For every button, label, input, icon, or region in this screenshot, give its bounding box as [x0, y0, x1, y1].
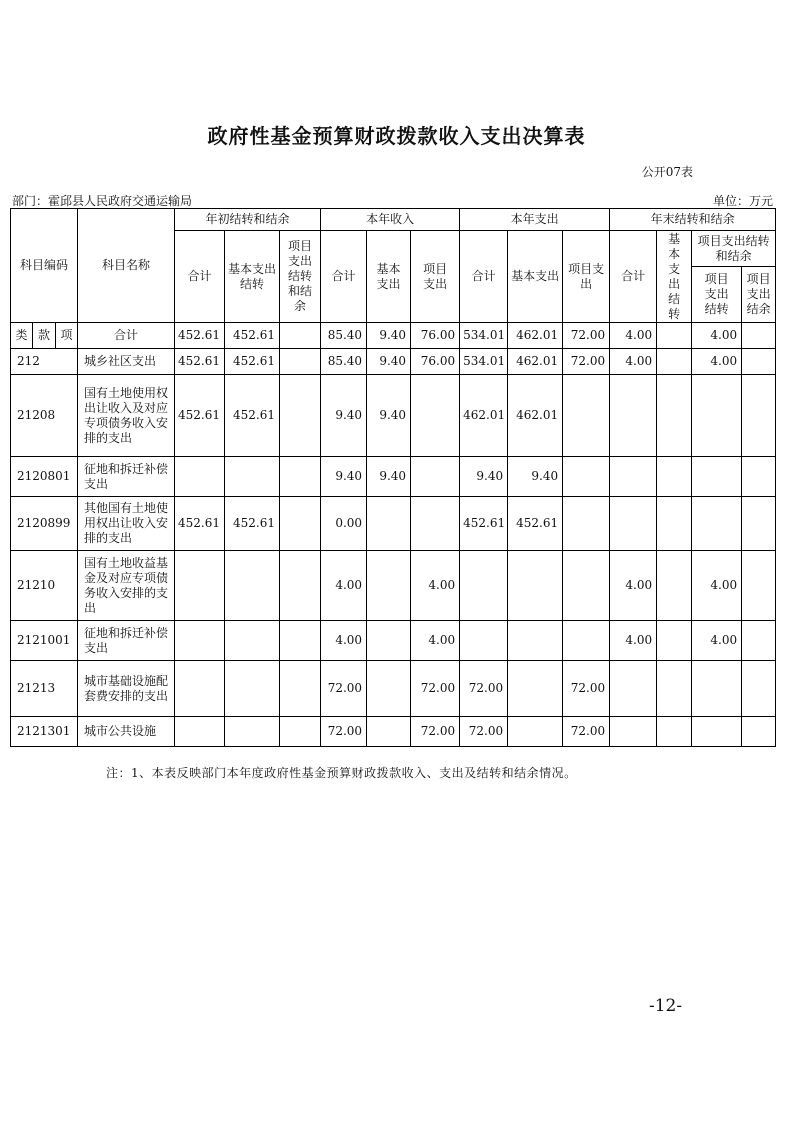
header-end-project-balance — [742, 267, 776, 323]
row-cell: 9.40 — [321, 457, 367, 497]
row-name: 城市公共设施 — [78, 717, 175, 747]
row-cell — [280, 497, 321, 551]
row-name: 城乡社区支出 — [78, 349, 175, 375]
row-code: 2121001 — [11, 621, 78, 661]
row-cell — [280, 349, 321, 375]
row-cell — [657, 551, 692, 621]
row-cell — [610, 661, 657, 717]
header-income-project — [411, 231, 460, 323]
row-code: 2120899 — [11, 497, 78, 551]
row-cell: 0.00 — [321, 497, 367, 551]
row-cell: 9.40 — [367, 349, 411, 375]
row-cell: 452.61 — [225, 375, 280, 457]
unit-label: 单位：万元 — [712, 194, 773, 208]
row-cell — [563, 497, 610, 551]
row-cell — [367, 551, 411, 621]
row-cell: 72.00 — [563, 717, 610, 747]
row-cell: 9.40 — [508, 457, 563, 497]
row-cell: 452.61 — [175, 349, 225, 375]
row-code: 21213 — [11, 661, 78, 717]
row-cell — [657, 661, 692, 717]
row-cell: 9.40 — [367, 457, 411, 497]
table-row — [11, 497, 776, 551]
row-cell: 72.00 — [411, 717, 460, 747]
header-xiang: 项 — [56, 323, 78, 349]
row-cell — [742, 661, 776, 717]
row-cell — [508, 551, 563, 621]
row-cell — [610, 375, 657, 457]
row-cell: 534.01 — [460, 349, 508, 375]
row-cell: 72.00 — [563, 349, 610, 375]
row-cell — [742, 349, 776, 375]
header-project-carry-text: 项目支出结转和结余 — [288, 239, 313, 313]
row-cell — [175, 551, 225, 621]
page-number: -12- — [649, 996, 683, 1016]
budget-table — [10, 208, 776, 747]
totals-cell: 85.40 — [321, 323, 367, 349]
header-end-total: 合计 — [610, 231, 657, 323]
table-row — [11, 717, 776, 747]
row-cell — [610, 457, 657, 497]
table-row — [11, 349, 776, 375]
row-cell — [610, 497, 657, 551]
row-cell — [692, 717, 742, 747]
totals-cell: 534.01 — [460, 323, 508, 349]
row-cell — [411, 375, 460, 457]
row-cell — [742, 457, 776, 497]
row-cell — [280, 457, 321, 497]
table-row — [11, 661, 776, 717]
header-end-project-balance-text: 项目支出结余 — [746, 272, 771, 316]
table-row — [11, 551, 776, 621]
row-code: 2121301 — [11, 717, 78, 747]
row-cell: 4.00 — [411, 621, 460, 661]
row-cell — [460, 621, 508, 661]
row-cell — [508, 661, 563, 717]
row-cell — [742, 551, 776, 621]
header-group-begin: 年初结转和结余 — [175, 209, 321, 231]
table-row — [11, 375, 776, 457]
row-cell — [692, 375, 742, 457]
row-cell — [367, 661, 411, 717]
row-cell — [657, 349, 692, 375]
row-name: 城市基础设施配套费安排的支出 — [78, 661, 175, 717]
row-code: 21208 — [11, 375, 78, 457]
row-cell — [225, 457, 280, 497]
row-cell — [657, 717, 692, 747]
row-cell: 72.00 — [460, 717, 508, 747]
row-cell — [692, 497, 742, 551]
totals-cell: 76.00 — [411, 323, 460, 349]
row-cell: 72.00 — [321, 717, 367, 747]
row-cell — [280, 717, 321, 747]
header-name: 科目名称 — [78, 209, 175, 323]
table-row — [11, 621, 776, 661]
row-cell — [508, 621, 563, 661]
row-cell — [367, 621, 411, 661]
row-cell — [563, 621, 610, 661]
row-name: 征地和拆迁补偿支出 — [78, 457, 175, 497]
row-cell: 4.00 — [692, 349, 742, 375]
header-end-project-carry-text: 项目支出结转 — [704, 272, 729, 316]
header-basic-carry: 基本支出结转 — [225, 231, 280, 323]
row-cell: 72.00 — [563, 661, 610, 717]
header-group-expense: 本年支出 — [460, 209, 610, 231]
header-income-total: 合计 — [321, 231, 367, 323]
row-cell: 4.00 — [411, 551, 460, 621]
header-group-income: 本年收入 — [321, 209, 460, 231]
row-cell — [225, 551, 280, 621]
row-cell: 4.00 — [610, 621, 657, 661]
row-cell: 4.00 — [610, 349, 657, 375]
row-cell: 72.00 — [321, 661, 367, 717]
header-income-basic — [367, 231, 411, 323]
row-cell: 462.01 — [460, 375, 508, 457]
header-group-end: 年末结转和结余 — [610, 209, 776, 231]
row-cell: 4.00 — [321, 621, 367, 661]
row-cell: 462.01 — [508, 349, 563, 375]
row-cell: 452.61 — [508, 497, 563, 551]
row-cell — [225, 621, 280, 661]
row-cell: 452.61 — [460, 497, 508, 551]
header-end-project: 项目支出结转和结余 — [692, 231, 776, 267]
totals-cell: 452.61 — [175, 323, 225, 349]
row-cell — [563, 375, 610, 457]
row-cell: 452.61 — [225, 497, 280, 551]
page-title: 政府性基金预算财政拨款收入支出决算表 — [207, 124, 586, 148]
header-lei: 类 — [11, 323, 33, 349]
row-code: 21210 — [11, 551, 78, 621]
row-cell: 4.00 — [692, 621, 742, 661]
totals-cell: 4.00 — [692, 323, 742, 349]
totals-cell — [280, 323, 321, 349]
row-name: 国有土地收益基金及对应专项债务收入安排的支出 — [78, 551, 175, 621]
header-project-carry — [280, 231, 321, 323]
row-cell: 452.61 — [175, 375, 225, 457]
row-cell: 72.00 — [460, 661, 508, 717]
row-cell — [280, 551, 321, 621]
row-cell — [563, 551, 610, 621]
row-cell — [508, 717, 563, 747]
row-code: 2120801 — [11, 457, 78, 497]
totals-cell: 4.00 — [610, 323, 657, 349]
row-cell — [610, 717, 657, 747]
row-cell — [742, 375, 776, 457]
totals-label: 合计 — [78, 323, 175, 349]
row-cell — [742, 717, 776, 747]
row-cell — [411, 497, 460, 551]
footnote: 注：1、本表反映部门本年度政府性基金预算财政拨款收入、支出及结转和结余情况。 — [106, 766, 577, 780]
row-cell — [280, 375, 321, 457]
row-cell: 462.01 — [508, 375, 563, 457]
totals-cell: 462.01 — [508, 323, 563, 349]
row-cell — [367, 497, 411, 551]
table-row — [11, 457, 776, 497]
row-cell: 72.00 — [411, 661, 460, 717]
row-name: 其他国有土地使用权出让收入安排的支出 — [78, 497, 175, 551]
totals-row — [11, 323, 776, 349]
row-cell: 4.00 — [692, 551, 742, 621]
totals-cell: 72.00 — [563, 323, 610, 349]
row-cell — [367, 717, 411, 747]
row-cell — [742, 497, 776, 551]
header-expense-project: 项目支出 — [563, 231, 610, 323]
row-cell — [280, 661, 321, 717]
row-cell — [280, 621, 321, 661]
row-name: 国有土地使用权出让收入及对应专项债务收入安排的支出 — [78, 375, 175, 457]
row-cell — [657, 375, 692, 457]
row-cell — [225, 717, 280, 747]
row-cell: 85.40 — [321, 349, 367, 375]
header-expense-total: 合计 — [460, 231, 508, 323]
row-cell: 9.40 — [321, 375, 367, 457]
row-cell — [657, 457, 692, 497]
department-label: 部门：霍邱县人民政府交通运输局 — [12, 194, 193, 208]
header-kuan: 款 — [33, 323, 56, 349]
row-cell — [411, 457, 460, 497]
header-end-basic — [657, 231, 692, 323]
totals-cell: 452.61 — [225, 323, 280, 349]
row-cell — [563, 457, 610, 497]
row-cell — [175, 661, 225, 717]
row-cell — [175, 457, 225, 497]
row-cell: 76.00 — [411, 349, 460, 375]
row-cell — [460, 551, 508, 621]
header-expense-basic: 基本支出 — [508, 231, 563, 323]
row-cell — [175, 717, 225, 747]
totals-cell — [742, 323, 776, 349]
row-cell — [657, 621, 692, 661]
row-cell: 9.40 — [460, 457, 508, 497]
totals-cell: 9.40 — [367, 323, 411, 349]
header-income-basic-text: 基本支出 — [376, 261, 401, 291]
header-begin-total: 合计 — [175, 231, 225, 323]
row-cell: 4.00 — [321, 551, 367, 621]
row-cell — [692, 661, 742, 717]
row-cell: 452.61 — [225, 349, 280, 375]
row-cell — [742, 621, 776, 661]
row-cell — [225, 661, 280, 717]
row-cell: 4.00 — [610, 551, 657, 621]
row-code: 212 — [11, 349, 78, 375]
header-end-project-carry — [692, 267, 742, 323]
row-cell — [692, 457, 742, 497]
header-income-project-text: 项目支出 — [423, 261, 448, 291]
row-cell — [657, 497, 692, 551]
form-number: 公开07表 — [641, 165, 693, 179]
totals-cell — [657, 323, 692, 349]
header-end-basic-text: 基本支出结转 — [668, 231, 681, 321]
header-code: 科目编码 — [11, 209, 78, 323]
row-cell: 9.40 — [367, 375, 411, 457]
row-cell — [175, 621, 225, 661]
row-cell: 452.61 — [175, 497, 225, 551]
row-name: 征地和拆迁补偿支出 — [78, 621, 175, 661]
